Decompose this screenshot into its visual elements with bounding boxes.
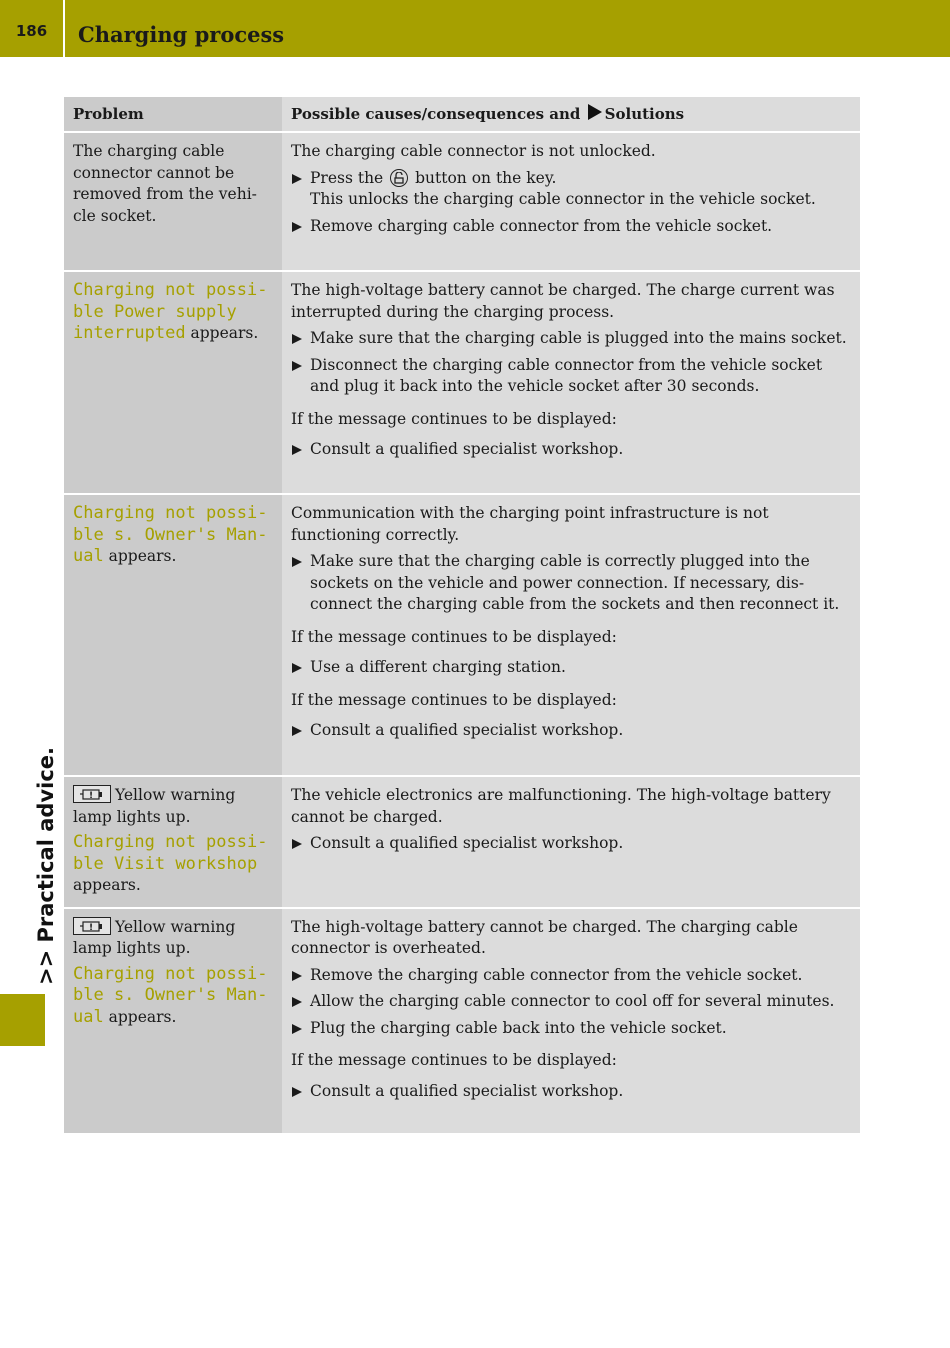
header-solutions [282,97,860,132]
triangle-right-icon [292,839,302,849]
solution-step [291,168,851,211]
table-header-row [64,97,860,132]
header-solutions-pre: Possible causes/consequences and [291,105,581,124]
solution-step [291,657,851,679]
svg-text:!: ! [89,922,94,933]
step-text: Make sure that the charging cable is correctly plugged into the sockets on the vehicle and power connection. If necessary, dis-connect the charging cable from the sockets and then reconnect it. [310,552,840,613]
step-text: Remove charging cable connector from the vehicle socket. [310,216,773,235]
svg-text:!: ! [89,791,94,801]
step-text-pre: Press the [310,168,384,187]
cause-text: The charging cable connector is not unlocked. [291,142,656,160]
solution-step [291,720,851,742]
appears-text: appears. [103,547,177,565]
table-row [64,271,860,494]
solution-step [291,965,851,987]
triangle-right-icon [292,222,302,232]
solution-step [291,833,851,855]
charging-warning-lamp-icon [73,785,111,803]
step-text: Use a different charging station. [310,658,566,676]
section-tab-marker [0,994,45,1046]
display-message: Charging not possi-ble Visit workshop [73,832,268,874]
lamp-text: Yellow warning lamp lights up. [73,786,236,826]
page-header [0,0,950,57]
display-message: Charging not possi-ble Power supply interrupted [73,280,268,343]
solution-step [291,1081,851,1103]
cause-text: The vehicle electronics are malfunctioning. The high-voltage battery cannot be charged. [291,786,831,826]
cause-text: Communication with the charging point infrastructure is not functioning correctly. [291,504,769,544]
header-problem: Problem [64,97,282,132]
appears-text: appears. [185,324,259,342]
condition-text: If the message continues to be displayed: [291,409,617,428]
troubleshooting-table [64,97,860,1135]
section-side-label: >> Practical advice. [34,747,58,985]
step-text: Consult a qualified specialist workshop. [310,834,624,852]
triangle-right-icon [292,445,302,455]
unlock-key-icon [390,169,408,187]
step-continuation: This unlocks the charging cable connector in the vehicle socket. [310,190,816,208]
header-solutions-post: Solutions [604,105,685,124]
step-text: Consult a qualified specialist workshop. [310,440,624,458]
solution-cell [282,776,860,908]
solution-step [291,991,851,1013]
appears-text: appears. [73,876,141,894]
condition-text: If the message continues to be displayed: [291,627,617,646]
problem-cell [64,494,282,776]
solution-step [291,328,851,350]
table-row [64,132,860,271]
step-text: Consult a qualified specialist workshop. [310,721,624,739]
cause-text: The high-voltage battery cannot be charged. The charging cable connector is overheated. [291,917,798,957]
step-text: Allow the charging cable connector to cool off for several minutes. [310,992,835,1010]
page-number: 186 [15,21,48,40]
solution-step [291,216,851,238]
triangle-right-icon [292,334,302,344]
triangle-right-icon [292,1024,302,1034]
condition-text: If the message continues to be displayed: [291,690,617,709]
display-message: Charging not possi-ble s. Owner's Man-ual [73,503,268,566]
triangle-right-icon [292,1087,302,1097]
solution-cell [282,494,860,776]
problem-cell [64,908,282,1134]
condition-text: If the message continues to be displayed: [291,1051,617,1069]
charging-warning-lamp-icon [73,917,111,935]
table-row [64,494,860,776]
table-row [64,908,860,1134]
triangle-right-icon [292,997,302,1007]
solution-cell [282,271,860,494]
step-text: Consult a qualified specialist workshop. [310,1081,624,1100]
display-message: Charging not possi-ble s. Owner's Man-ual [73,963,268,1027]
triangle-right-icon [292,971,302,981]
triangle-right-icon [292,174,302,184]
solution-step [291,1018,851,1040]
table-row [64,776,860,908]
problem-cell [64,271,282,494]
triangle-right-icon [292,557,302,567]
problem-cell [64,776,282,908]
solution-cell [282,132,860,271]
step-text: Remove the charging cable connector from the vehicle socket. [310,965,803,984]
solution-step [291,355,851,398]
appears-text: appears. [103,1007,177,1026]
triangle-right-icon [292,726,302,736]
problem-text: The charging cable connector cannot be removed from the vehi-cle socket. [73,142,257,225]
step-text: Make sure that the charging cable is plugged into the mains socket. [310,329,847,347]
cause-text: The high-voltage battery cannot be charged. The charge current was interrupted during the charging process. [291,281,835,321]
step-text: Plug the charging cable back into the vehicle socket. [310,1018,727,1037]
step-text: Disconnect the charging cable connector from the vehicle socket and plug it back into the vehicle socket after 30 seconds. [310,355,823,395]
triangle-right-icon [292,361,302,371]
problem-cell [64,132,282,271]
solution-step [291,439,851,461]
lamp-text: Yellow warning lamp lights up. [73,917,236,957]
solution-cell [282,908,860,1134]
triangle-right-icon [292,663,302,673]
page-title: Charging process [78,22,285,47]
triangle-right-icon [588,104,602,120]
solution-step [291,551,851,616]
step-text-post: button on the key. [415,168,557,187]
header-divider [63,0,65,57]
